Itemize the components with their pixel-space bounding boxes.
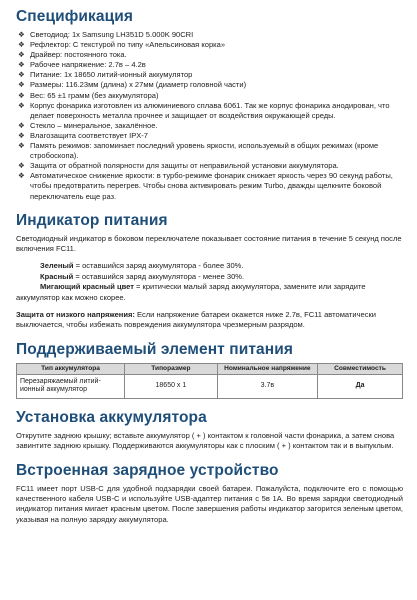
spec-item: ❖ Корпус фонарика изготовлен из алюминиевого сплава 6061. Так же корпус фонарика анодирован, что делает поверхность металла прочнее и защищает от воздействия окружающей среды. (18, 100, 390, 120)
diamond-bullet-icon: ❖ (18, 70, 25, 80)
spec-item: ❖ Драйвер: постоянного тока. (18, 50, 127, 60)
diamond-bullet-icon: ❖ (18, 60, 25, 70)
table-row (17, 374, 403, 398)
spec-heading: Спецификация (16, 8, 134, 25)
battery-table (16, 363, 403, 399)
table-cell: Перезаряжаемый литий-ионный аккумулятор (17, 374, 125, 398)
table-header-row (17, 363, 403, 374)
green-status-line: Зеленый = оставшийся заряд аккумулятора - более 30%. (40, 261, 244, 271)
red-status-line: Красный = оставшийся заряд аккумулятора - менее 30%. (40, 271, 245, 281)
charging-section (16, 462, 403, 526)
spec-item: ❖ Стекло – минеральное, закалённое. (18, 120, 158, 130)
spec-item: ❖ Вес: 65 ±1 грамм (без аккумулятора) (18, 90, 159, 100)
table-header: Тип аккумулятора (17, 363, 125, 374)
blink-status-line: Мигающий красный цвет = критически малый заряд аккумулятора, замените или зарядите аккумулятор как можно скорее. (16, 282, 366, 302)
spec-item: ❖ Защита от обратной полярности для защиты от неправильной установки аккумулятора. (18, 161, 339, 171)
diamond-bullet-icon: ❖ (18, 30, 25, 39)
diamond-bullet-icon: ❖ (18, 40, 25, 50)
table-cell: Да (318, 374, 403, 398)
charging-heading: Встроенная зарядное устройство (16, 461, 279, 479)
low-voltage-protection: Защита от низкого напряжения: Если напряжение батареи окажется ниже 2.7в, FC11 автоматически выключается, чтобы избежать повреждения аккумулятора чрезмерным разрядом. (16, 310, 377, 330)
diamond-bullet-icon: ❖ (18, 141, 25, 151)
spec-item: ❖ Память режимов: запоминает последний уровень яркости, используемый в общих режимах (кроме стробоскопа). (18, 141, 379, 161)
power-indicator-intro: Светодиодный индикатор в боковом переключателе показывает состояние питания в течение 5 секунд после включения FC11. (16, 233, 402, 253)
table-cell: 18650 x 1 (125, 374, 218, 398)
table-header: Совместимость (318, 363, 403, 374)
spec-item: ❖ Питание: 1x 18650 литий-ионный аккумулятор (18, 70, 193, 80)
diamond-bullet-icon: ❖ (18, 171, 25, 181)
diamond-bullet-icon: ❖ (18, 100, 25, 110)
diamond-bullet-icon: ❖ (18, 120, 25, 130)
table-header: Типоразмер (125, 363, 218, 374)
power-indicator-heading: Индикатор питания (16, 211, 168, 229)
spec-item: ❖ Рабочее напряжение: 2.7в – 4.2в (18, 60, 146, 70)
spec-item: ❖ Влагозащита соответствует IPX-7 (18, 130, 149, 140)
supported-battery-section (16, 341, 403, 399)
diamond-bullet-icon: ❖ (18, 50, 25, 60)
spec-item: ❖ Размеры: 116.23мм (длина) x 27мм (диаметр головной части) (18, 80, 247, 90)
diamond-bullet-icon: ❖ (18, 130, 25, 140)
charging-text: FC11 имеет порт USB-C для удобной подзарядки своей батареи. Пожалуйста, подключите его с помощью качественного кабеля USB-C и используйте USB-адаптер питания с 5в 1А. Во время зарядки светодиодный индикатор питания мигает красным цветом. После завершения работы индикатор загорится зеленым цветом, указывая на полную зарядку аккумулятора. (16, 483, 403, 524)
battery-install-text: Открутите заднюю крышку; вставьте аккумулятор ( + ) контактом к головной части фонарика, а затем снова завинтите заднюю крышку. Поддерживаются аккумуляторы как с плоским ( + ) контактом так и в выпуклым. (16, 430, 395, 451)
supported-battery-heading: Поддерживаемый элемент питания (16, 340, 293, 358)
spec-item: ❖ Автоматическое снижение яркости: в турбо-режиме фонарик снижает яркость через 90 секунд работы, чтобы предотвратить перегрев. Чтобы снова активировать режим Turbo, дважды щелкните боковой переключатель еще раз. (18, 171, 393, 201)
diamond-bullet-icon: ❖ (18, 161, 25, 171)
battery-install-heading: Установка аккумулятора (16, 408, 207, 426)
spec-item: ❖ Рефлектор: С текстурой по типу «Апельсиновая корка» (18, 40, 226, 50)
diamond-bullet-icon: ❖ (18, 80, 25, 90)
power-indicator-section (16, 212, 403, 331)
table-cell: 3.7в (217, 374, 317, 398)
diamond-bullet-icon: ❖ (18, 90, 25, 100)
battery-install-section (16, 409, 403, 452)
spec-item: ❖ Светодиод: 1x Samsung LH351D 5.000K 90CRI (18, 30, 194, 39)
spec-list (18, 30, 403, 202)
table-header: Номинальное напряжение (217, 363, 317, 374)
